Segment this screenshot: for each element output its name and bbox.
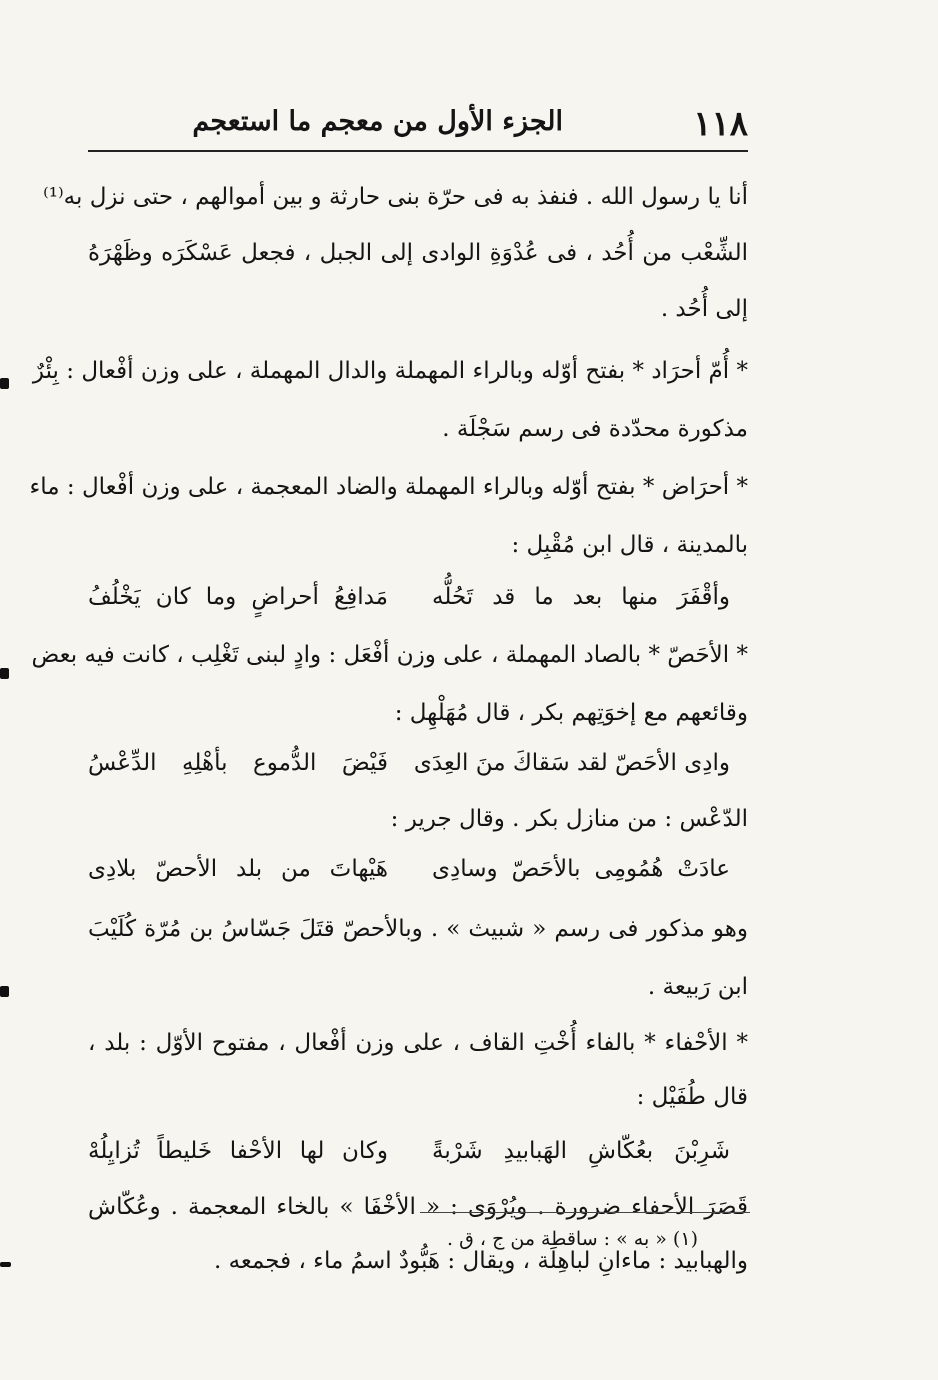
text-line: الدّعْس : من منازل بكر . وقال جرير : [390,806,748,832]
text-line: بالمدينة ، قال ابن مُقْبِل : [511,532,748,558]
text-line: أنا يا رسول الله . فنفذ به فى حرّة بنى حارثة و بين أموالهم ، حتى نزل به⁽¹⁾ [43,184,748,210]
running-title: الجزء الأول من معجم ما استعجم [192,106,563,137]
text-line: ابن رَبيعة . [647,974,748,1000]
header-rule [88,150,748,152]
text-line: إلى أُحُد . [660,296,748,322]
verse-hemistich-left: فَيْضَ الدُّموع بأهْلِهِ الدِّعْسُ [88,750,388,776]
verse-line [88,734,748,792]
text-line: وقائعهم مع إخوَتِهم بكر ، قال مُهَلْهِل : [394,700,748,726]
verse-hemistich-left: مَدافِعُ أحراضٍ وما كان يَخْلُفُ [88,584,388,610]
entry-line: * الأحَصّ * بالصاد المهملة ، على وزن أفْعَل : وادٍ لبنى تَغْلِب ، كانت فيه بعض [31,642,748,668]
entry-line: * أُمّ أحرَاد * بفتح أوّله وبالراء المهملة والدال المهملة ، على وزن أفْعال : بِئْرٌ [32,358,748,384]
verse-hemistich-right: وأقْفَرَ منها بعد ما قد تَحُلُّه [432,584,730,610]
text-line: قال طُفَيْل : [636,1084,748,1110]
verse-hemistich-left: هَيْهاتَ من بلد الأحصّ بلادِى [88,856,388,882]
scan-margin-mark [0,378,9,389]
text-line: وهو مذكور فى رسم « شبيث » . وبالأحصّ قتَلَ جَسّاسُ بن مُرّة كُلَيْبَ [88,916,748,942]
text-line: الشِّعْب من أُحُد ، فى عُدْوَةِ الوادى إلى الجبل ، فجعل عَسْكَرَه وظَهْرَهُ [88,240,748,266]
scan-margin-mark [0,668,9,679]
footnote: (١) « به » : ساقطة من ج ، ق . [447,1228,698,1250]
entry-line: * الأحْفاء * بالفاء أُخْتِ القاف ، على وزن أفْعال ، مفتوح الأوّل : بلد ، [88,1030,748,1056]
text-line: مذكورة محدّدة فى رسم سَجْلَة . [442,416,748,442]
verse-hemistich-right: وادِى الأحَصّ لقد سَقاكَ منَ العِدَى [413,750,730,776]
text-line: والهبابيد : ماءانِ لباهِلَة ، ويقال : هَبُّودٌ اسمُ ماء ، فجمعه . [213,1248,748,1274]
verse-line [88,1122,748,1180]
page-header [88,100,748,150]
verse-hemistich-right: عادَتْ هُمُومِى بالأحَصّ وسادِى [432,856,730,882]
verse-hemistich-left: وكان لها الأحْفا خَليطاً تُزايِلُهْ [88,1138,388,1164]
entry-line: * أحرَاض * بفتح أوّله وبالراء المهملة والضاد المعجمة ، على وزن أفْعال : ماء [29,474,748,500]
page-number: ١١٨ [693,104,748,144]
footnote-rule [420,1212,750,1213]
verse-line [88,840,748,898]
scan-margin-mark [0,986,9,997]
text-line: قَصَرَ الأحفاء ضرورة . ويُرْوَى : « الأخْفَا » بالخاء المعجمة . وعُكّاش [88,1194,748,1220]
verse-line [88,568,748,626]
verse-hemistich-right: شَرِبْنَ بعُكّاشِ الهَبابيدِ شَرْبةً [432,1138,730,1164]
scan-margin-mark [0,1262,11,1267]
